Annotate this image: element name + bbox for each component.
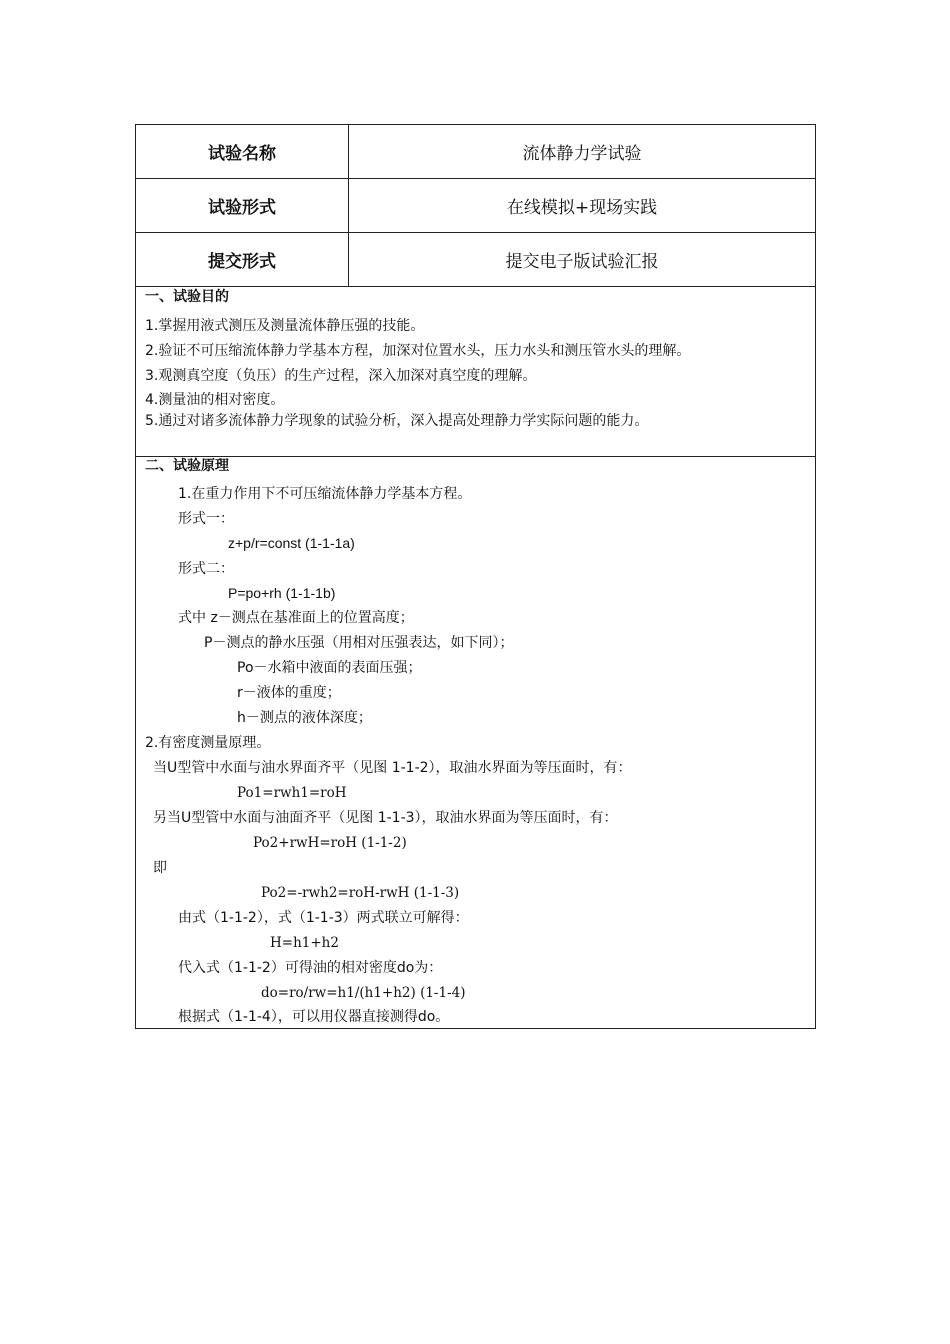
experiment-table (135, 124, 816, 1029)
principle-heading: 二、试验原理 (145, 458, 229, 474)
purpose-item: 2.验证不可压缩流体静力学基本方程，加深对位置水头，压力水头和测压管水头的理解。 (145, 343, 691, 359)
principle-line: 1.在重力作用下不可压缩流体静力学基本方程。 (178, 486, 472, 502)
principle-line: 式中 z－测点在基准面上的位置高度； (178, 610, 414, 626)
principle-line: 根据式（1-1-4），可以用仪器直接测得do。 (178, 1009, 450, 1025)
value-experiment-form: 在线模拟+现场实践 (506, 198, 658, 218)
equation-1-1-1b: P=po+rh (1-1-1b) (228, 585, 336, 601)
principle-line: 当U型管中水面与油水界面齐平（见图 1-1-2），取油水界面为等压面时，有： (153, 760, 632, 776)
row-submission-form (136, 233, 815, 287)
row-experiment-form (136, 179, 815, 233)
principle-line: P－测点的静水压强（用相对压强表达，如下同）； (204, 635, 514, 651)
equation-1-1-3: Po2=-rwh2=roH-rwH (1-1-3) (261, 885, 460, 901)
equation-1-1-4: do=ro/rw=h1/(h1+h2) (1-1-4) (261, 985, 466, 1001)
principle-line: 即 (153, 860, 167, 876)
principle-section (136, 457, 815, 1028)
label-experiment-name: 试验名称 (136, 125, 349, 178)
principle-line: 另当U型管中水面与油面齐平（见图 1-1-3），取油水界面为等压面时，有： (153, 810, 618, 826)
value-experiment-name: 流体静力学试验 (522, 144, 642, 164)
purpose-heading: 一、试验目的 (145, 289, 229, 305)
principle-line: 代入式（1-1-2）可得油的相对密度do为： (178, 960, 443, 976)
equation-h: H=h1+h2 (270, 935, 339, 951)
equation-1-1-2: Po2+rwH=roH (1-1-2) (253, 835, 407, 851)
principle-line: r－液体的重度； (237, 685, 341, 701)
purpose-item: 4.测量油的相对密度。 (145, 392, 285, 408)
equation-po1: Po1=rwh1=roH (237, 785, 347, 801)
label-submission-form: 提交形式 (136, 233, 349, 286)
principle-line: 形式一： (178, 511, 234, 527)
purpose-item: 3.观测真空度（负压）的生产过程，深入加深对真空度的理解。 (145, 368, 537, 384)
principle-line: 2.有密度测量原理。 (145, 735, 271, 751)
purpose-section (136, 287, 815, 457)
principle-line: Po－水箱中液面的表面压强； (237, 660, 422, 676)
equation-1-1-1a: z+p/r=const (1-1-1a) (228, 535, 355, 551)
label-experiment-form: 试验形式 (136, 179, 349, 232)
purpose-item: 1.掌握用液式测压及测量流体静压强的技能。 (145, 318, 425, 334)
purpose-item: 5.通过对诸多流体静力学现象的试验分析，深入提高处理静力学实际问题的能力。 (145, 413, 649, 429)
value-submission-form: 提交电子版试验汇报 (505, 252, 659, 272)
principle-line: h－测点的液体深度； (237, 710, 372, 726)
principle-line: 形式二： (178, 561, 234, 577)
row-experiment-name (136, 125, 815, 179)
principle-line: 由式（1-1-2），式（1-1-3）两式联立可解得： (178, 910, 469, 926)
